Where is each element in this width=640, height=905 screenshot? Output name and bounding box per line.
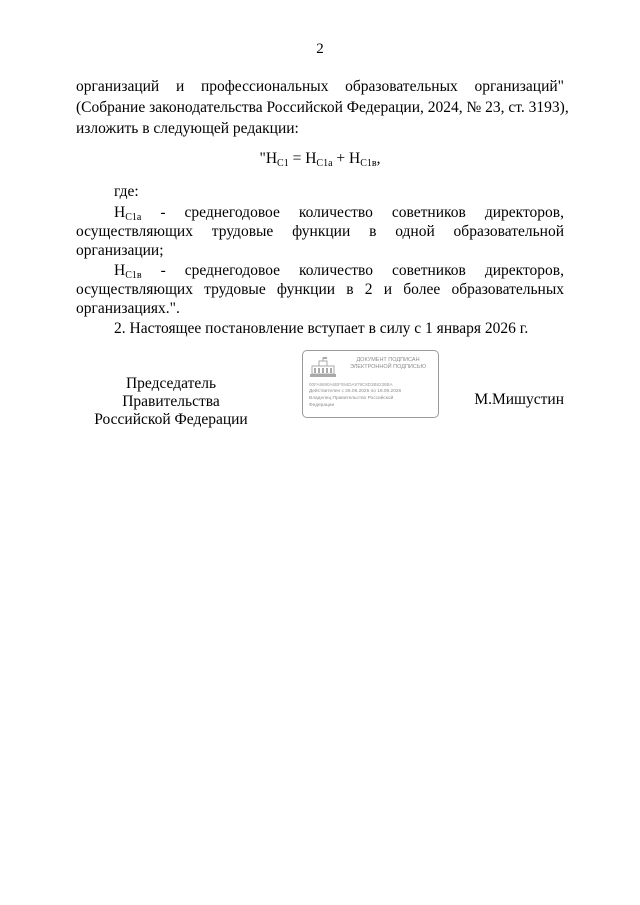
paragraph-line-3: изложить в следующей редакции: bbox=[76, 120, 299, 137]
government-building-icon bbox=[308, 357, 338, 379]
item-2: 2. Настоящее постановление вступает в силу с 1 января 2026 г. bbox=[114, 320, 529, 337]
formula: "$Н_{C1} = Н_{C1а} + Н_{C1в}$, bbox=[259, 150, 381, 169]
stamp-owner-line-2: Федерации bbox=[309, 403, 335, 408]
signatory-name: М.Мишустин bbox=[474, 391, 564, 408]
paragraph-line-1: организаций и профессиональных образовательных организаций" bbox=[76, 78, 564, 95]
definition-1-line-3: организации; bbox=[76, 242, 164, 259]
where-label: где: bbox=[114, 183, 139, 200]
paragraph-line-2: (Собрание законодательства Российской Федерации, 2024, № 23, ст. 3193), bbox=[76, 99, 569, 116]
signatory-position: Председатель Правительства Российской Федерации bbox=[94, 375, 248, 428]
definition-2-line-2: осуществляющих трудовые функции в 2 и более образовательных bbox=[76, 281, 564, 298]
electronic-signature-stamp bbox=[302, 350, 439, 418]
page-number: 2 bbox=[316, 41, 324, 57]
definition-2-line-3: организациях.". bbox=[76, 300, 180, 317]
stamp-title: ДОКУМЕНТ ПОДПИСАН ЭЛЕКТРОННОЙ ПОДПИСЬЮ bbox=[349, 357, 427, 370]
stamp-owner-line-1: Владелец Правительство Российской bbox=[309, 396, 394, 401]
stamp-certificate: 00FA8690A6BF094DA979C8D3B8238BA bbox=[309, 382, 393, 387]
definition-1-line-2: осуществляющих трудовые функции в одной образовательной bbox=[76, 223, 564, 240]
definition-1-line-1: $Н_{C1а}$ - среднегодовое количество советников директоров, bbox=[114, 204, 564, 223]
stamp-validity: Действителен с 26.06.2025 по 19.09.2026 bbox=[309, 389, 402, 394]
definition-2-line-1: $Н_{C1в}$ - среднегодовое количество советников директоров, bbox=[114, 262, 564, 281]
